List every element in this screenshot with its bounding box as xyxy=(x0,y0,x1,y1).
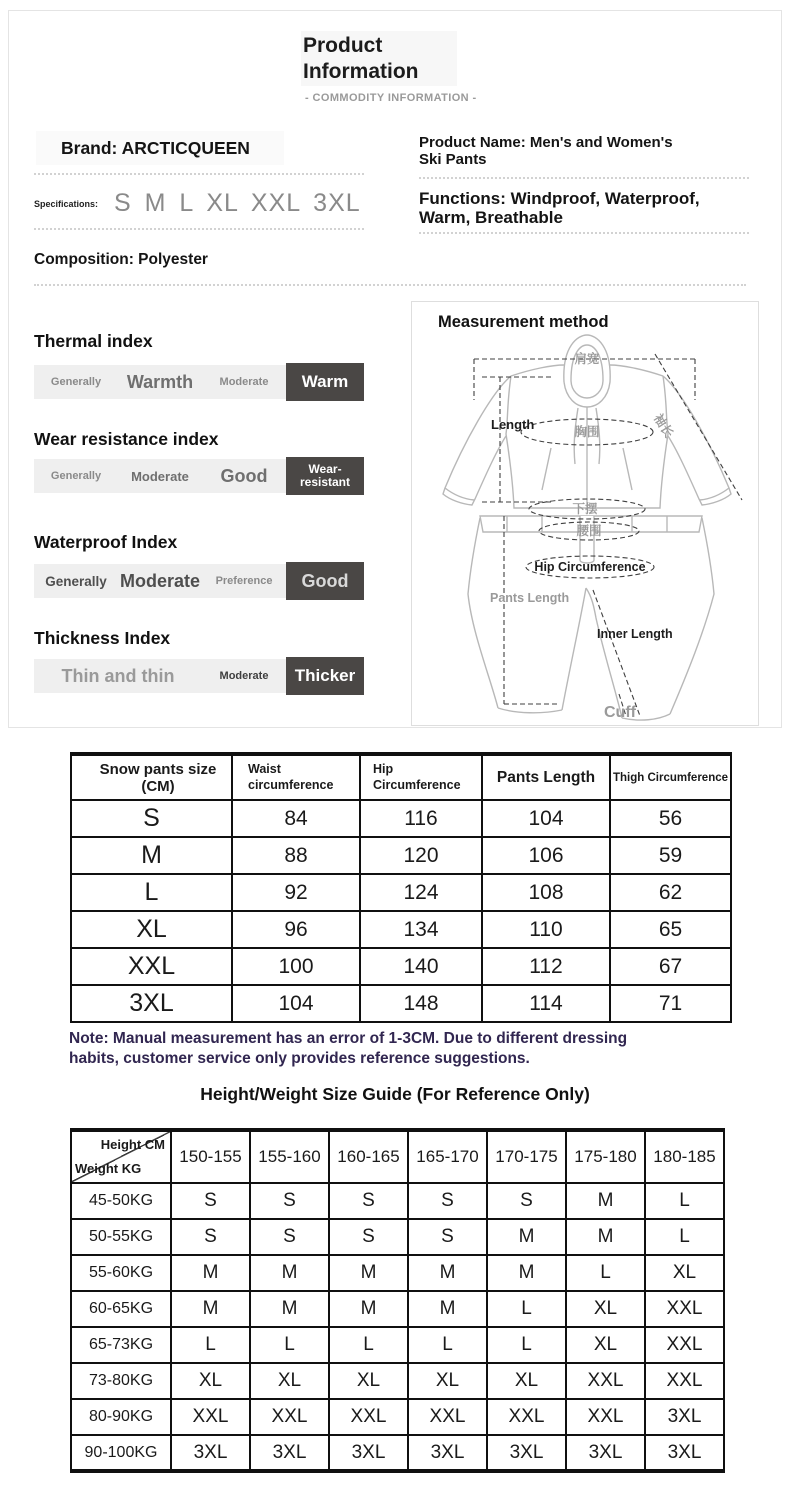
weight-cell: 73-80KG xyxy=(71,1363,171,1399)
length-label: Length xyxy=(491,417,535,432)
table-row xyxy=(71,1399,724,1435)
size-cell: M xyxy=(171,1255,250,1291)
size-cell: M xyxy=(71,837,232,874)
value-cell: 59 xyxy=(610,837,731,874)
table-row xyxy=(71,800,731,837)
index-level: Warmth xyxy=(126,371,194,392)
thermal-index-bar xyxy=(34,365,364,399)
size-cell: XXL xyxy=(645,1327,724,1363)
size-cell: XL xyxy=(71,911,232,948)
thickness-index-bar xyxy=(34,659,364,693)
thermal-index-title: Thermal index xyxy=(34,331,153,351)
header-cell-text: Waist circumference xyxy=(248,761,334,793)
page-title-line1: Product xyxy=(303,34,383,57)
thickness-index-title: Thickness Index xyxy=(34,628,171,648)
height-col-header: 170-175 xyxy=(487,1130,566,1183)
value-cell: 92 xyxy=(232,874,360,911)
header-cell xyxy=(360,754,482,800)
header-cell xyxy=(232,754,360,800)
table-row xyxy=(71,1291,724,1327)
weight-cell: 45-50KG xyxy=(71,1183,171,1219)
value-cell: 104 xyxy=(232,985,360,1022)
product-name-value xyxy=(419,134,754,168)
height-col-header: 155-160 xyxy=(250,1130,329,1183)
size-cell: M xyxy=(487,1255,566,1291)
table-row xyxy=(71,837,731,874)
size-table xyxy=(70,752,732,1023)
value-cell: 120 xyxy=(360,837,482,874)
page-title-line2: Information xyxy=(303,59,419,83)
size-cell: M xyxy=(487,1219,566,1255)
size-cell: S xyxy=(408,1219,487,1255)
weight-cell: 65-73KG xyxy=(71,1327,171,1363)
brand-value: Brand: ARCTICQUEEN xyxy=(36,131,284,165)
size-cell: XL xyxy=(408,1363,487,1399)
corner-height-label: Height CM xyxy=(100,1137,165,1152)
size-cell: XXL xyxy=(171,1399,250,1435)
size-cell: M xyxy=(408,1255,487,1291)
value-cell: 116 xyxy=(360,800,482,837)
table-row xyxy=(71,874,731,911)
size-table-header-row xyxy=(71,754,731,800)
weight-cell: 90-100KG xyxy=(71,1435,171,1471)
table-row xyxy=(71,985,731,1022)
size-cell: XL xyxy=(250,1363,329,1399)
sleeve-length-label: 袖长 xyxy=(650,411,676,441)
table-row xyxy=(71,1327,724,1363)
page-title-text xyxy=(301,31,457,86)
table-row xyxy=(71,948,731,985)
inner-length-label: Inner Length xyxy=(597,627,673,641)
size-cell: XXL xyxy=(645,1291,724,1327)
size-cell: XXL xyxy=(566,1363,645,1399)
composition-value: Composition: Polyester xyxy=(34,251,208,268)
size-cell: L xyxy=(645,1219,724,1255)
divider xyxy=(419,232,749,234)
weight-cell: 55-60KG xyxy=(71,1255,171,1291)
wear-resistance-index-title: Wear resistance index xyxy=(34,429,219,449)
size-cell: XL xyxy=(645,1255,724,1291)
height-col-header: 165-170 xyxy=(408,1130,487,1183)
value-cell: 96 xyxy=(232,911,360,948)
height-col-header: 150-155 xyxy=(171,1130,250,1183)
index-selected-level: Thicker xyxy=(286,657,364,695)
value-cell: 108 xyxy=(482,874,610,911)
value-cell: 62 xyxy=(610,874,731,911)
height-col-header: 160-165 xyxy=(329,1130,408,1183)
specifications-value: S M L XL XXL 3XL xyxy=(114,189,361,217)
waterproof-index-bar xyxy=(34,564,364,598)
size-cell: 3XL xyxy=(329,1435,408,1471)
size-cell: 3XL xyxy=(566,1435,645,1471)
size-cell: XL xyxy=(487,1363,566,1399)
value-cell: 140 xyxy=(360,948,482,985)
index-level: Moderate xyxy=(119,570,200,591)
size-cell: S xyxy=(329,1219,408,1255)
size-cell: XXL xyxy=(71,948,232,985)
pants-length-label: Pants Length xyxy=(490,591,570,605)
size-cell: L xyxy=(408,1327,487,1363)
index-level: Moderate xyxy=(131,468,189,484)
size-cell: S xyxy=(171,1219,250,1255)
index-level: Good xyxy=(220,465,268,486)
size-cell: L xyxy=(487,1291,566,1327)
functions-line1: Functions: Windproof, Waterproof, xyxy=(419,189,700,208)
size-cell: L xyxy=(566,1255,645,1291)
specifications-label: Specifications: xyxy=(34,199,99,209)
commodity-info-panel xyxy=(8,10,782,728)
corner-cell xyxy=(71,1130,171,1183)
size-cell: S xyxy=(71,800,232,837)
size-cell: XXL xyxy=(250,1399,329,1435)
size-cell: XL xyxy=(329,1363,408,1399)
index-selected-level: Wear-resistant xyxy=(286,457,364,495)
size-cell: M xyxy=(171,1291,250,1327)
value-cell: 65 xyxy=(610,911,731,948)
size-cell: 3XL xyxy=(408,1435,487,1471)
value-cell: 106 xyxy=(482,837,610,874)
weight-cell: 80-90KG xyxy=(71,1399,171,1435)
hip-circumference-label: Hip Circumference xyxy=(534,560,646,574)
size-cell: L xyxy=(329,1327,408,1363)
index-level: Moderate xyxy=(219,376,269,388)
value-cell: 134 xyxy=(360,911,482,948)
page-title xyxy=(301,31,477,104)
size-cell: S xyxy=(250,1219,329,1255)
size-cell: XL xyxy=(566,1327,645,1363)
page-subtitle: - COMMODITY INFORMATION - xyxy=(305,92,477,105)
hem-label: 下摆 xyxy=(572,502,598,516)
header-cell: Pants Length xyxy=(482,754,610,800)
size-cell: XXL xyxy=(487,1399,566,1435)
functions-value xyxy=(419,189,759,227)
index-level: Generally xyxy=(45,573,107,589)
value-cell: 110 xyxy=(482,911,610,948)
index-level: Preference xyxy=(215,575,273,587)
table-row xyxy=(71,1219,724,1255)
value-cell: 148 xyxy=(360,985,482,1022)
guide-header-row xyxy=(71,1130,724,1183)
value-cell: 114 xyxy=(482,985,610,1022)
size-cell: S xyxy=(250,1183,329,1219)
index-selected-level: Good xyxy=(286,562,364,600)
weight-cell: 60-65KG xyxy=(71,1291,171,1327)
header-cell: Thigh Circumference xyxy=(610,754,731,800)
size-cell: 3XL xyxy=(71,985,232,1022)
size-cell: XXL xyxy=(566,1399,645,1435)
functions-line2: Warm, Breathable xyxy=(419,208,563,227)
table-row xyxy=(71,911,731,948)
size-cell: 3XL xyxy=(250,1435,329,1471)
size-cell: S xyxy=(487,1183,566,1219)
wear-resistance-index-bar xyxy=(34,459,364,493)
note-line1: Note: Manual measurement has an error of 1-3CM. Due to different dressing xyxy=(69,1030,628,1047)
size-cell: 3XL xyxy=(487,1435,566,1471)
divider xyxy=(34,228,364,230)
index-level: Generally xyxy=(50,470,102,482)
size-cell: 3XL xyxy=(171,1435,250,1471)
waterproof-index-title: Waterproof Index xyxy=(34,532,178,552)
value-cell: 112 xyxy=(482,948,610,985)
index-level: Moderate xyxy=(219,670,269,682)
size-cell: M xyxy=(566,1183,645,1219)
size-cell: M xyxy=(329,1255,408,1291)
chest-label: 胸围 xyxy=(574,425,600,439)
size-cell: S xyxy=(408,1183,487,1219)
value-cell: 100 xyxy=(232,948,360,985)
index-level: Generally xyxy=(50,376,102,388)
guide-title: Height/Weight Size Guide (For Reference Only) xyxy=(200,1084,590,1104)
value-cell: 84 xyxy=(232,800,360,837)
size-cell: XL xyxy=(566,1291,645,1327)
size-cell: L xyxy=(487,1327,566,1363)
size-cell: XL xyxy=(171,1363,250,1399)
size-cell: M xyxy=(329,1291,408,1327)
value-cell: 88 xyxy=(232,837,360,874)
waist-label: 腰围 xyxy=(576,524,602,538)
size-cell: 3XL xyxy=(645,1399,724,1435)
weight-cell: 50-55KG xyxy=(71,1219,171,1255)
size-cell: XXL xyxy=(408,1399,487,1435)
size-cell: 3XL xyxy=(645,1435,724,1471)
divider xyxy=(34,284,746,286)
value-cell: 104 xyxy=(482,800,610,837)
size-cell: XXL xyxy=(329,1399,408,1435)
value-cell: 67 xyxy=(610,948,731,985)
note-line2: habits, customer service only provides reference suggestions. xyxy=(69,1049,530,1067)
measurement-method-panel xyxy=(411,301,759,726)
value-cell: 71 xyxy=(610,985,731,1022)
corner-weight-label: Weight KG xyxy=(75,1161,142,1176)
size-cell: L xyxy=(171,1327,250,1363)
size-cell: L xyxy=(645,1183,724,1219)
measurement-note xyxy=(69,1029,734,1069)
divider xyxy=(34,173,364,175)
index-selected-level: Warm xyxy=(286,363,364,401)
size-cell: XXL xyxy=(645,1363,724,1399)
size-cell: L xyxy=(71,874,232,911)
table-row xyxy=(71,1363,724,1399)
header-cell: Snow pants size (CM) xyxy=(71,754,232,800)
shoulder-width-label: 肩宽 xyxy=(574,352,600,366)
size-cell: L xyxy=(250,1327,329,1363)
size-cell: S xyxy=(171,1183,250,1219)
table-row xyxy=(71,1255,724,1291)
size-cell: M xyxy=(566,1219,645,1255)
size-cell: M xyxy=(250,1291,329,1327)
measurement-method-title: Measurement method xyxy=(438,313,609,331)
value-cell: 56 xyxy=(610,800,731,837)
height-col-header: 175-180 xyxy=(566,1130,645,1183)
product-name-line2: Ski Pants xyxy=(419,151,487,168)
size-cell: S xyxy=(329,1183,408,1219)
index-level: Thin and thin xyxy=(61,665,175,686)
product-name-line1: Product Name: Men's and Women's xyxy=(419,134,673,151)
header-cell-text: Hip Circumference xyxy=(373,761,461,793)
measurement-diagram xyxy=(412,332,760,724)
size-cell: M xyxy=(408,1291,487,1327)
size-cell: M xyxy=(250,1255,329,1291)
height-col-header: 180-185 xyxy=(645,1130,724,1183)
divider xyxy=(419,177,749,179)
value-cell: 124 xyxy=(360,874,482,911)
cuff-label: Cuff xyxy=(604,704,636,721)
height-weight-guide-table xyxy=(70,1128,725,1473)
table-row xyxy=(71,1435,724,1471)
table-row xyxy=(71,1183,724,1219)
